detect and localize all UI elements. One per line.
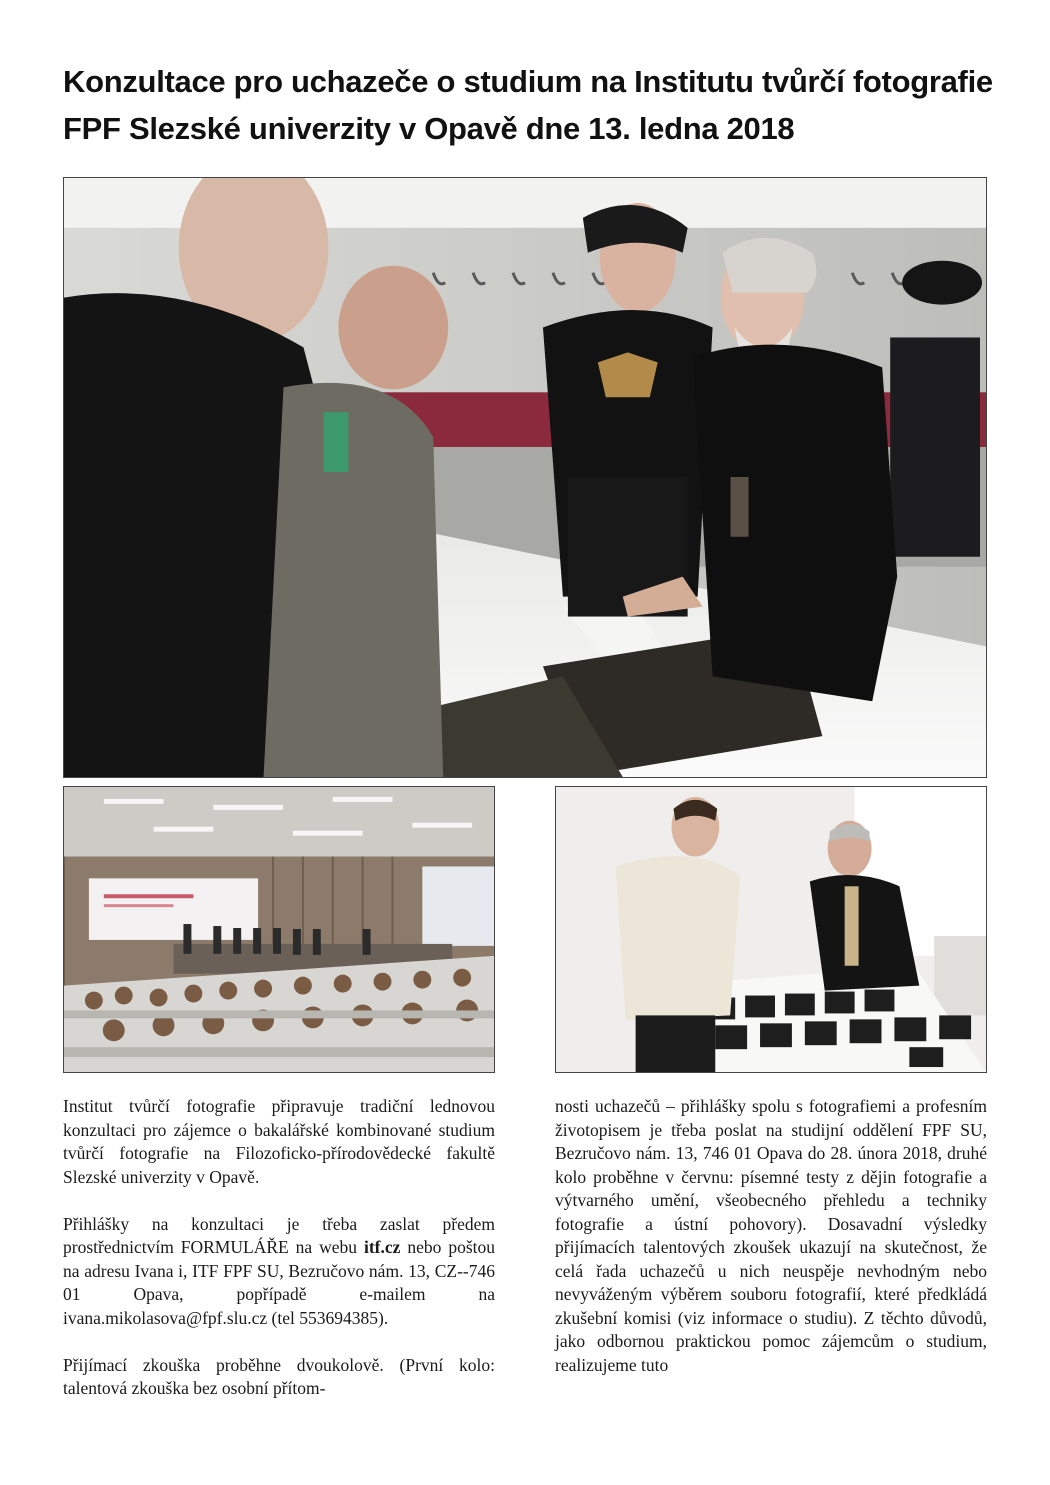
paragraph-intro: Institut tvůrčí fotografie připravuje tradiční lednovou konzultaci pro zájemce o bakalářské kombinované studium tvůrčí fotografie na Filozoficko-přírodovědecké fakultě Slezské univerzity v Opavě. <box>63 1096 495 1187</box>
website-link[interactable]: itf.cz <box>363 1237 401 1257</box>
photo-lecture-hall <box>63 786 495 1073</box>
text-column-right <box>555 1095 987 1401</box>
page-title: Konzultace pro uchazeče o studium na Institutu tvůrčí fotografie FPF Slezské univerzity v Opavě dne 13. ledna 2018 <box>63 64 993 146</box>
application-text-end: nebo poštou na adresu Ivana i, ITF FPF SU, Bezručovo nám. 13, CZ--746 01 Opava, popřípadě e-mailem na ivana.mikolasova@fpf.slu.cz (tel 553694385). <box>63 1237 495 1328</box>
photo-portfolio-review-main <box>63 177 987 778</box>
application-text-start: Přihlášky na konzultaci je třeba zaslat předem prostřednictvím FORMULÁŘE na webu <box>63 1213 495 1257</box>
paragraph-application <box>63 1213 495 1331</box>
text-column-left <box>63 1095 495 1424</box>
photo-photo-review-table <box>555 786 987 1073</box>
paragraph-exam-continued: nosti uchazečů – přihlášky spolu s fotografiemi a profesním životopisem je třeba poslat na studijní oddělení FPF SU, Bezručovo nám. 13, 746 01 Opava do 28. února 2018, druhé kolo proběhne v červnu: písemné testy z dějin fotografie a výtvarného umění, všeobecného přehledu a techniky fotografie a ústní pohovory). Dosavadní výsledky přijímacích talentových zkoušek ukazují na skutečnost, že celá řada uchazečů u nich neuspěje nevhodným nebo nevyváženým výběrem souboru fotografií, které předkládá zkušební komisi (viz informace o studiu). Z těchto důvodů, jako odbornou praktickou pomoc zájemcům o studium, realizujeme tuto <box>555 1096 987 1375</box>
paragraph-exam: Přijímací zkouška proběhne dvoukolově. (První kolo: talentová zkouška bez osobní přítom- <box>63 1354 495 1398</box>
